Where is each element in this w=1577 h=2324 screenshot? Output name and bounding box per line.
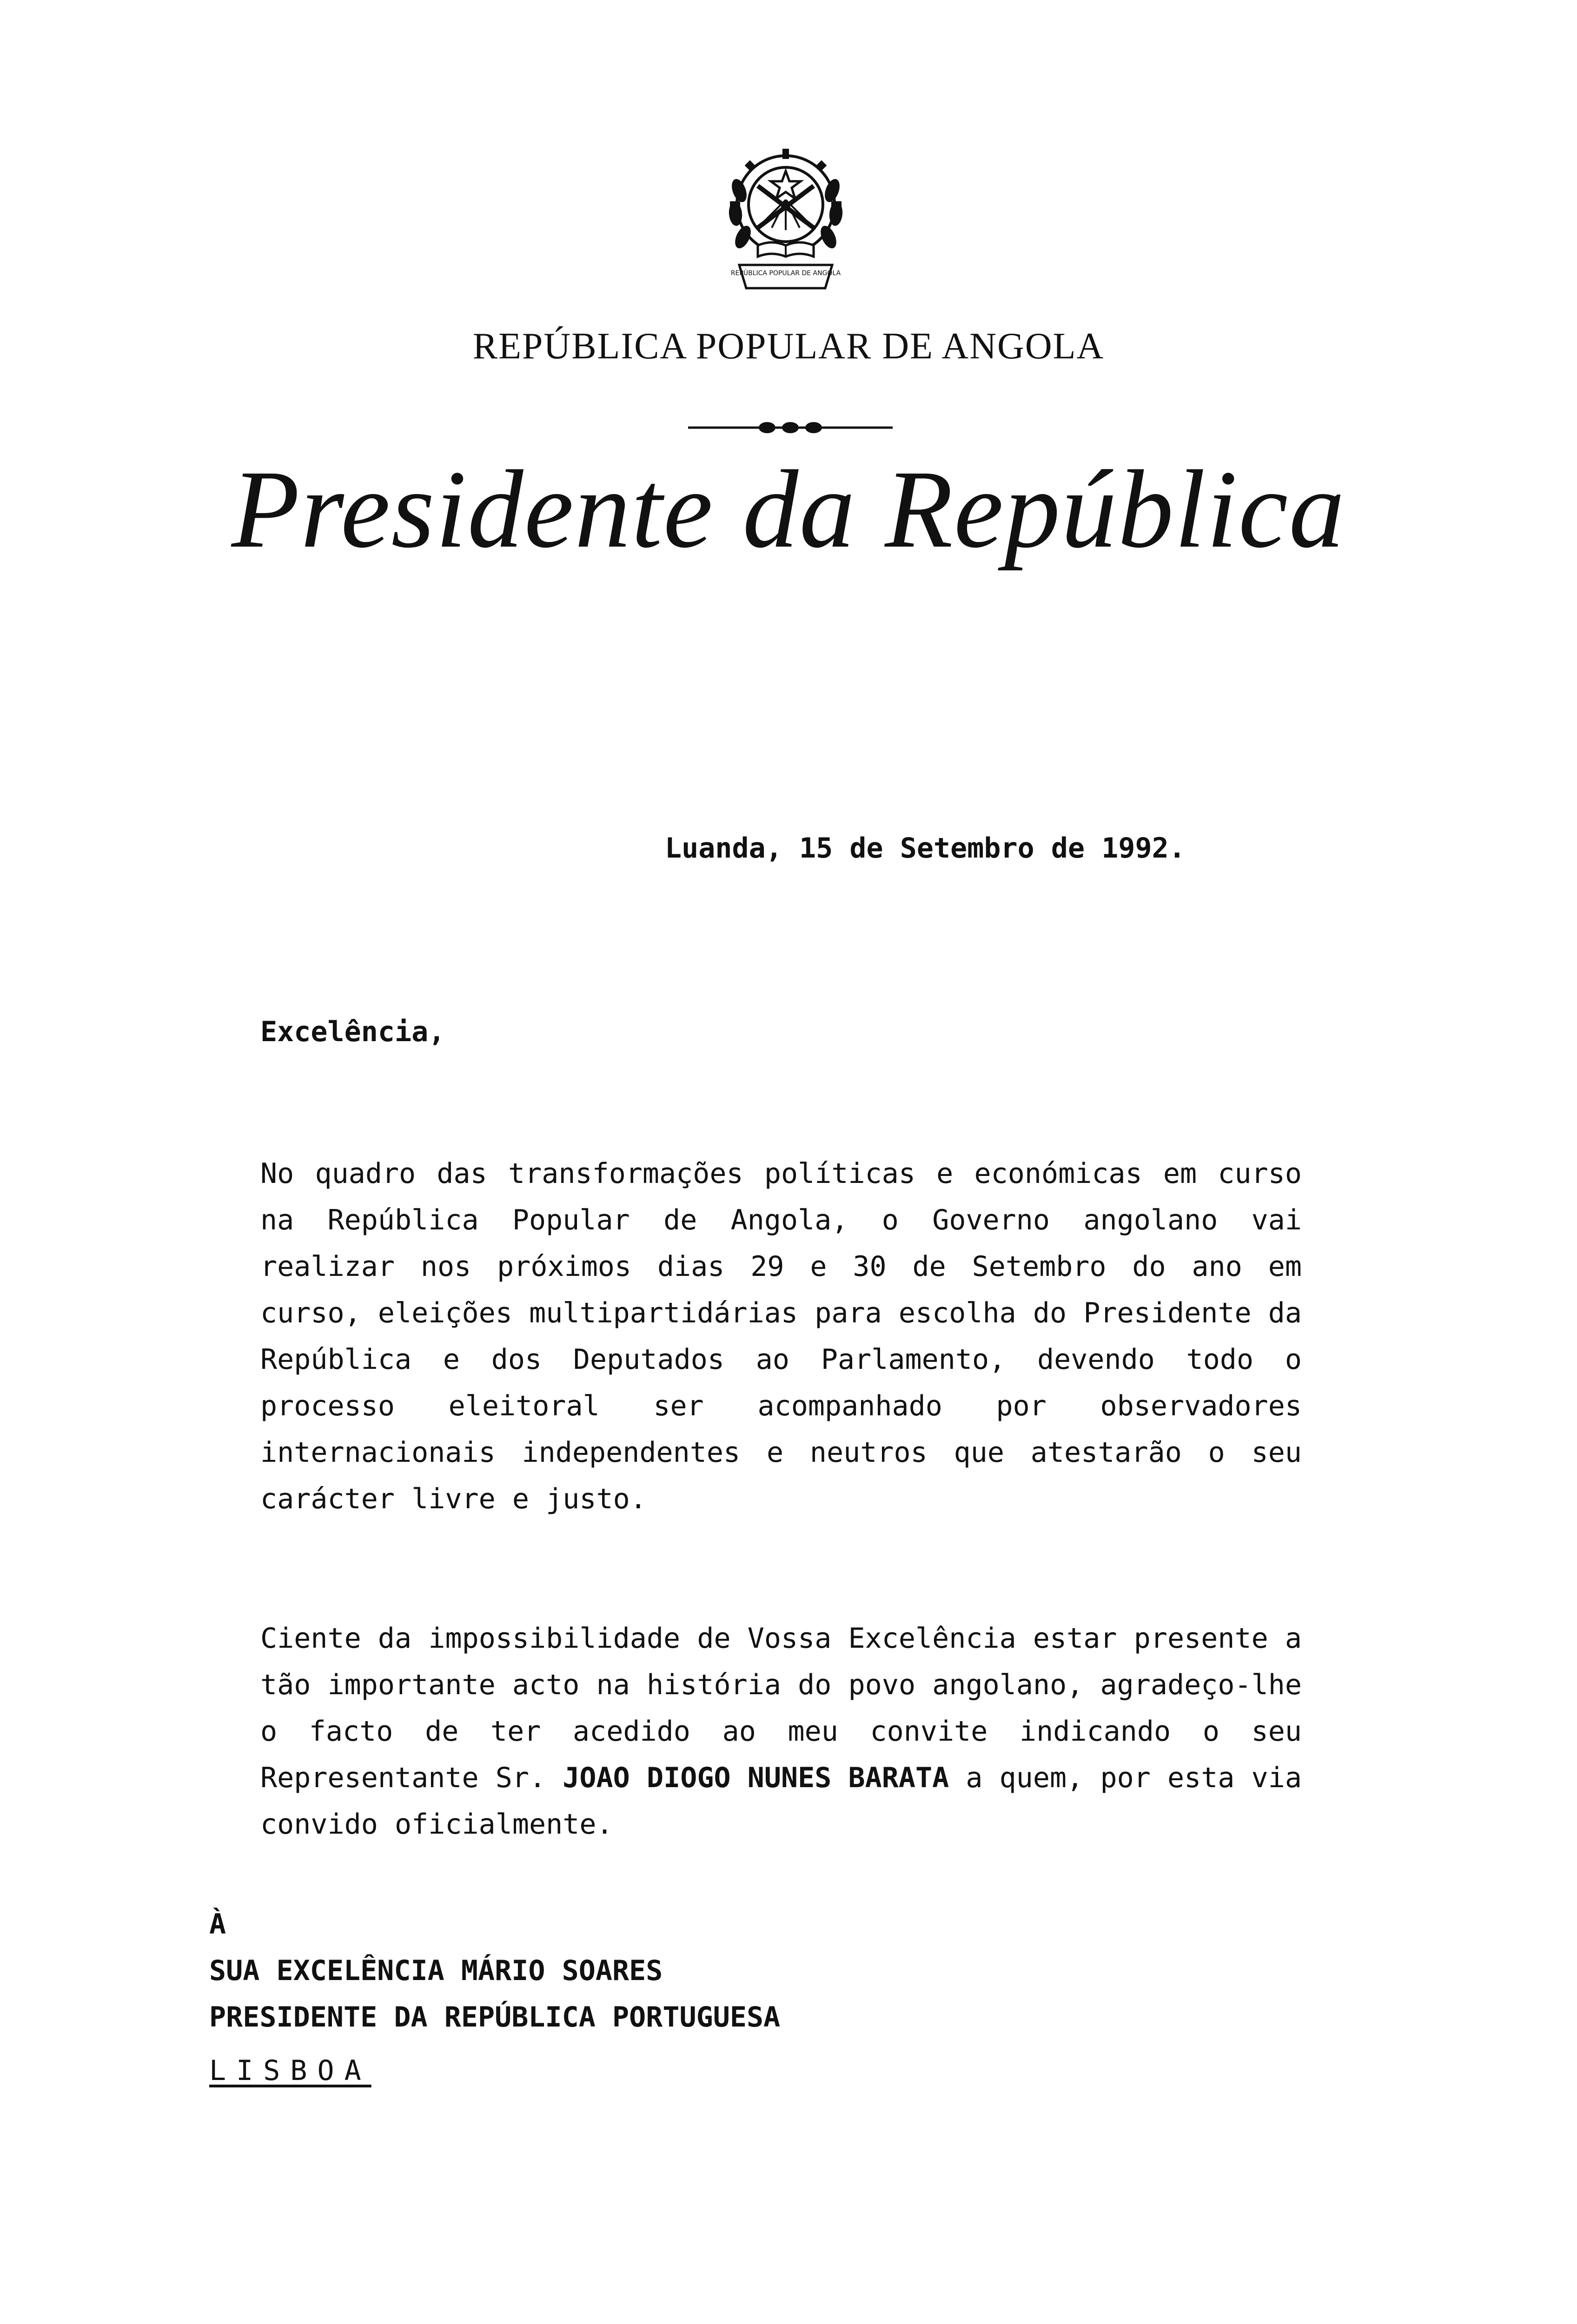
body-paragraph-1: No quadro das transformações políticas e económicas em curso na República Popular de Angola, o Governo angolano vai realizar nos próximos dias 29 e 30 de Setembro do ano em curso, eleições multipartidárias para escolha do Presidente da República e dos Deputados ao Parlamento, devendo todo o processo eleitoral ser acompanhado por observadores internacionais independentes e neutros que atestarão o seu carácter livre e justo.: [260, 1157, 1302, 1515]
representative-name: JOAO DIOGO NUNES BARATA: [563, 1762, 949, 1794]
addressee-line-2: SUA EXCELÊNCIA MÁRIO SOARES: [209, 1954, 663, 1987]
ornament-divider: [688, 418, 893, 437]
letter-date: Luanda, 15 de Setembro de 1992.: [665, 832, 1186, 865]
addressee-line-3: PRESIDENTE DA REPÚBLICA PORTUGUESA: [209, 2001, 781, 2034]
paragraph-2-text-end: a quem, por esta via convido oficialmente.: [260, 1762, 1302, 1841]
emblem-ribbon-text: REPÚBLICA POPULAR DE ANGOLA: [730, 270, 841, 277]
office-title: Presidente da República: [231, 447, 1346, 571]
addressee-city: LISBOA: [209, 2054, 371, 2087]
body-paragraph-2: [260, 1615, 1302, 1848]
addressee-line-1: À: [209, 1908, 226, 1941]
coat-of-arms-emblem: [707, 135, 865, 311]
paragraph-2-text-start: Ciente da impossibilidade de Vossa Excelência estar presente a tão importante acto na história do povo angolano, agradeço-lhe o facto de ter acedido ao meu convite indicando o seu Representante Sr.: [260, 1622, 1302, 1794]
addressee-block: [209, 1901, 780, 2040]
country-heading: REPÚBLICA POPULAR DE ANGOLA: [472, 326, 1105, 367]
salutation: Excelência,: [260, 1016, 445, 1048]
